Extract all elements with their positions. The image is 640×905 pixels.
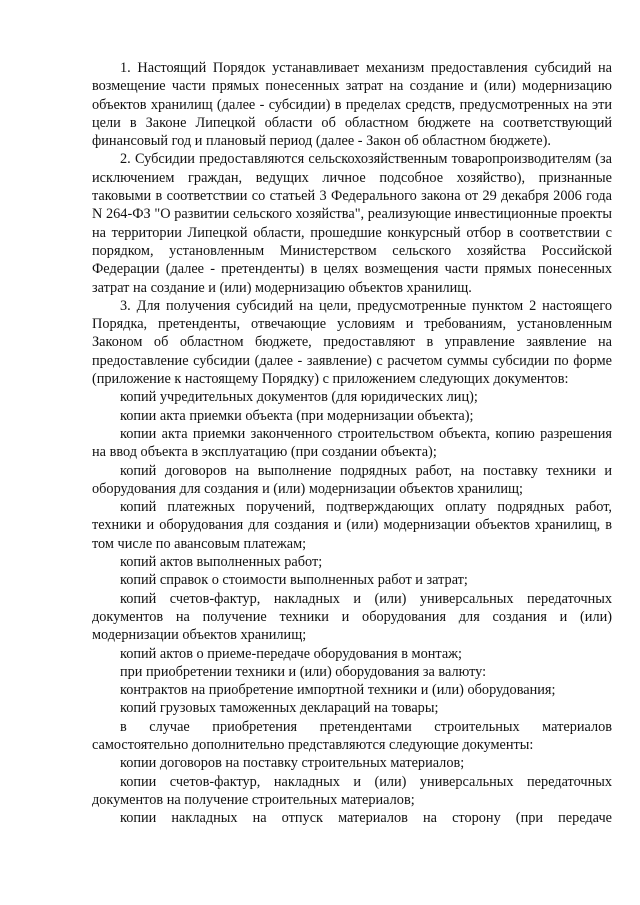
list-item: копии счетов-фактур, накладных и (или) универсальных передаточных документов на получение строительных материалов; <box>92 773 612 808</box>
list-item: копии договоров на поставку строительных материалов; <box>120 755 465 772</box>
list-item: копий актов о приеме-передаче оборудования в монтаж; <box>120 645 463 662</box>
paragraph-1: 1. Настоящий Порядок устанавливает механизм предоставления субсидий на возмещение части прямых понесенных затрат на создание и (или) модернизацию объектов хранилищ (далее - субсидии) в пределах средств, предусмотренных на эти цели в Законе Липецкой области об областном бюджете на соответствующий финансовый год и плановый период (далее - Закон об областном бюджете). <box>92 60 612 150</box>
list-item: при приобретении техники и (или) оборудования за валюту: <box>120 663 487 680</box>
list-item: копий грузовых таможенных деклараций на товары; <box>120 700 439 717</box>
document-body <box>92 59 612 827</box>
list-item-continued: копии накладных на отпуск материалов на сторону (при передаче <box>120 810 612 827</box>
paragraph-2: 2. Субсидии предоставляются сельскохозяйственным товаропроизводителям (за исключением граждан, ведущих личное подсобное хозяйство), признанные таковыми в соответствии со статьей 3 Федерального закона от 29 декабря 2006 года N 264-ФЗ "О развитии сельского хозяйства", реализующие инвестиционные проекты на территории Липецкой области, прошедшие конкурсный отбор в соответствии с порядком, установленным Министерством сельского хозяйства Российской Федерации (далее - претенденты) в целях возмещения части прямых понесенных затрат на создание и (или) модернизацию объектов хранилищ. <box>92 151 612 296</box>
list-item: копий договоров на выполнение подрядных работ, на поставку техники и оборудования для создания и (или) модернизации объектов хранилищ; <box>92 462 612 497</box>
list-item: копий справок о стоимости выполненных работ и затрат; <box>120 572 468 589</box>
list-item: копии акта приемки объекта (при модернизации объекта); <box>120 407 474 424</box>
list-item: копий учредительных документов (для юридических лиц); <box>120 389 478 406</box>
list-item: копии акта приемки законченного строительством объекта, копию разрешения на ввод объекта в эксплуатацию (при создании объекта); <box>92 425 612 461</box>
list-item: в случае приобретения претендентами строительных материалов самостоятельно дополнительно представляются следующие документы: <box>92 718 612 753</box>
paragraph-3: 3. Для получения субсидий на цели, предусмотренные пунктом 2 настоящего Порядка, претенденты, отвечающие условиям и требованиям, установленным Законом об областном бюджете, предоставляют в управление заявление на предоставление субсидии (далее - заявление) с расчетом суммы субсидии по форме (приложение к настоящему Порядку) с приложением следующих документов: <box>92 297 612 388</box>
list-item: копий счетов-фактур, накладных и (или) универсальных передаточных документов на получение техники и оборудования для создания и (или) модернизации объектов хранилищ; <box>92 590 612 644</box>
list-item: контрактов на приобретение импортной техники и (или) оборудования; <box>120 682 556 699</box>
list-item: копий платежных поручений, подтверждающих оплату подрядных работ, техники и оборудования для создания и (или) модернизации объектов хранилищ, в том числе по авансовым платежам; <box>92 499 612 552</box>
list-item: копий актов выполненных работ; <box>120 554 323 571</box>
